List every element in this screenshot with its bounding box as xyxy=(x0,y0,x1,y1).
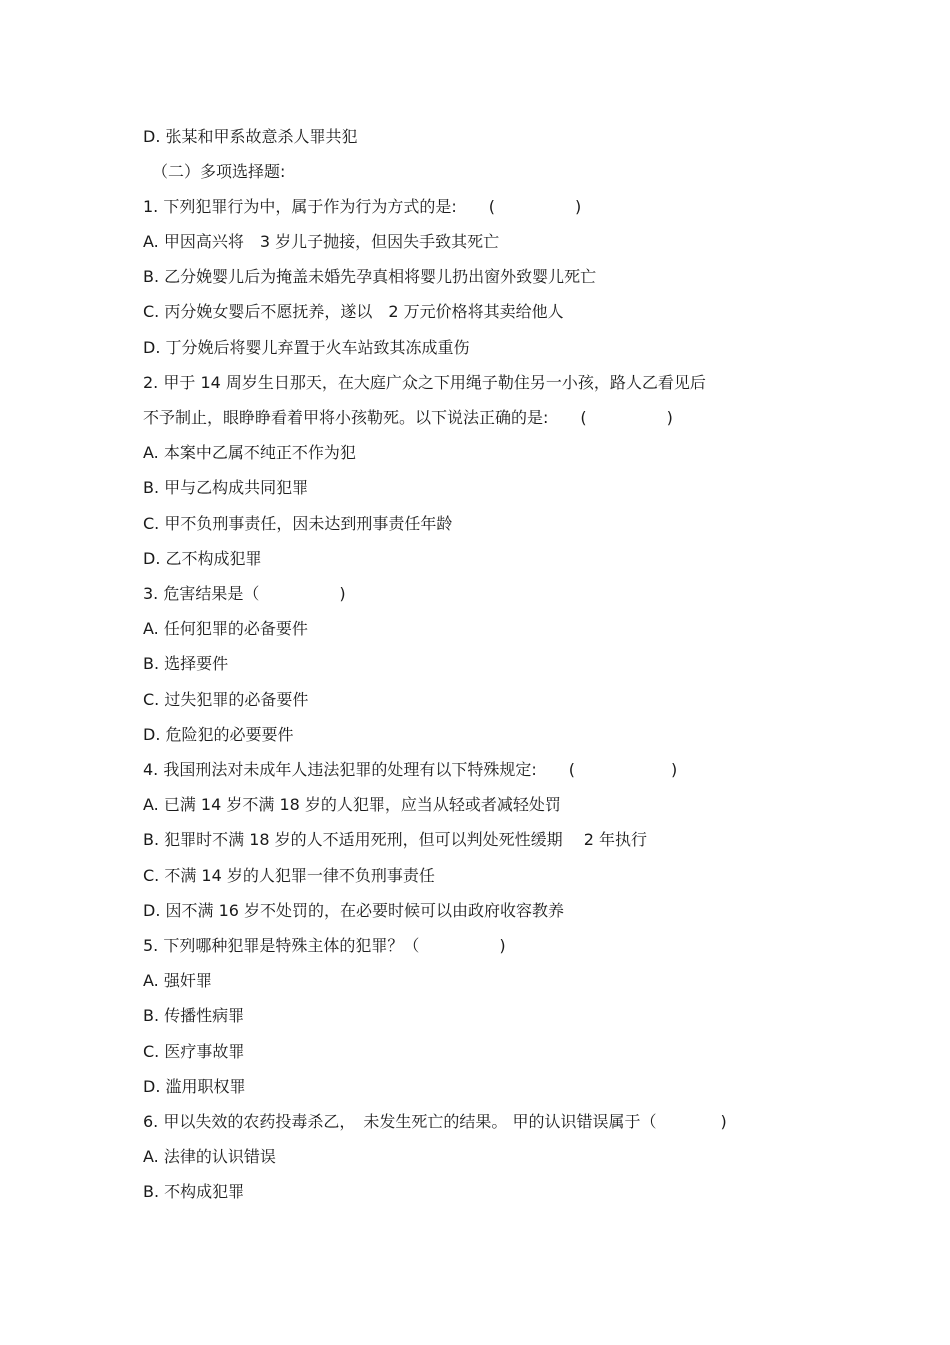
option-line: D. 张某和甲系故意杀人罪共犯 xyxy=(143,127,358,146)
option-line: C. 不满 14 岁的人犯罪一律不负刑事责任 xyxy=(143,866,435,885)
question-line: 3. 危害结果是（ ) xyxy=(143,584,346,603)
question-line: 4. 我国刑法对未成年人违法犯罪的处理有以下特殊规定: ( ) xyxy=(143,760,678,779)
option-line: B. 传播性病罪 xyxy=(143,1006,245,1025)
option-line: D. 丁分娩后将婴儿弃置于火车站致其冻成重伤 xyxy=(143,338,470,357)
option-line: A. 法律的认识错误 xyxy=(143,1147,276,1166)
question-line: 2. 甲于 14 周岁生日那天，在大庭广众之下用绳子勒住另一小孩，路人乙看见后 xyxy=(143,373,706,392)
option-line: D. 乙不构成犯罪 xyxy=(143,549,262,568)
option-line: C. 过失犯罪的必备要件 xyxy=(143,690,309,709)
option-line: C. 甲不负刑事责任，因未达到刑事责任年龄 xyxy=(143,514,453,533)
option-line: B. 不构成犯罪 xyxy=(143,1182,245,1201)
option-line: B. 选择要件 xyxy=(143,654,229,673)
option-line: C. 丙分娩女婴后不愿抚养，遂以 2 万元价格将其卖给他人 xyxy=(143,302,564,321)
question-line: 1. 下列犯罪行为中，属于作为行为方式的是: ( ) xyxy=(143,197,582,216)
option-line: B. 乙分娩婴儿后为掩盖未婚先孕真相将婴儿扔出窗外致婴儿死亡 xyxy=(143,267,597,286)
question-line: 6. 甲以失效的农药投毒杀乙， 未发生死亡的结果。 甲的认识错误属于（ ) xyxy=(143,1112,727,1131)
option-line: C. 医疗事故罪 xyxy=(143,1042,245,1061)
option-line: D. 危险犯的必要要件 xyxy=(143,725,294,744)
option-line: B. 犯罪时不满 18 岁的人不适用死刑，但可以判处死性缓期 2 年执行 xyxy=(143,830,648,849)
option-line: D. 滥用职权罪 xyxy=(143,1077,246,1096)
question-line-continued: 不予制止，眼睁睁看着甲将小孩勒死。以下说法正确的是: ( ) xyxy=(143,408,673,427)
option-line: D. 因不满 16 岁不处罚的，在必要时候可以由政府收容教养 xyxy=(143,901,565,920)
option-line: A. 本案中乙属不纯正不作为犯 xyxy=(143,443,356,462)
question-line: 5. 下列哪种犯罪是特殊主体的犯罪？（ ) xyxy=(143,936,506,955)
option-line: B. 甲与乙构成共同犯罪 xyxy=(143,478,309,497)
option-line: A. 甲因高兴将 3 岁儿子抛接，但因失手致其死亡 xyxy=(143,232,500,251)
section-heading: （二）多项选择题: xyxy=(152,162,286,181)
option-line: A. 已满 14 岁不满 18 岁的人犯罪，应当从轻或者减轻处罚 xyxy=(143,795,561,814)
option-line: A. 任何犯罪的必备要件 xyxy=(143,619,308,638)
option-line: A. 强奸罪 xyxy=(143,971,212,990)
